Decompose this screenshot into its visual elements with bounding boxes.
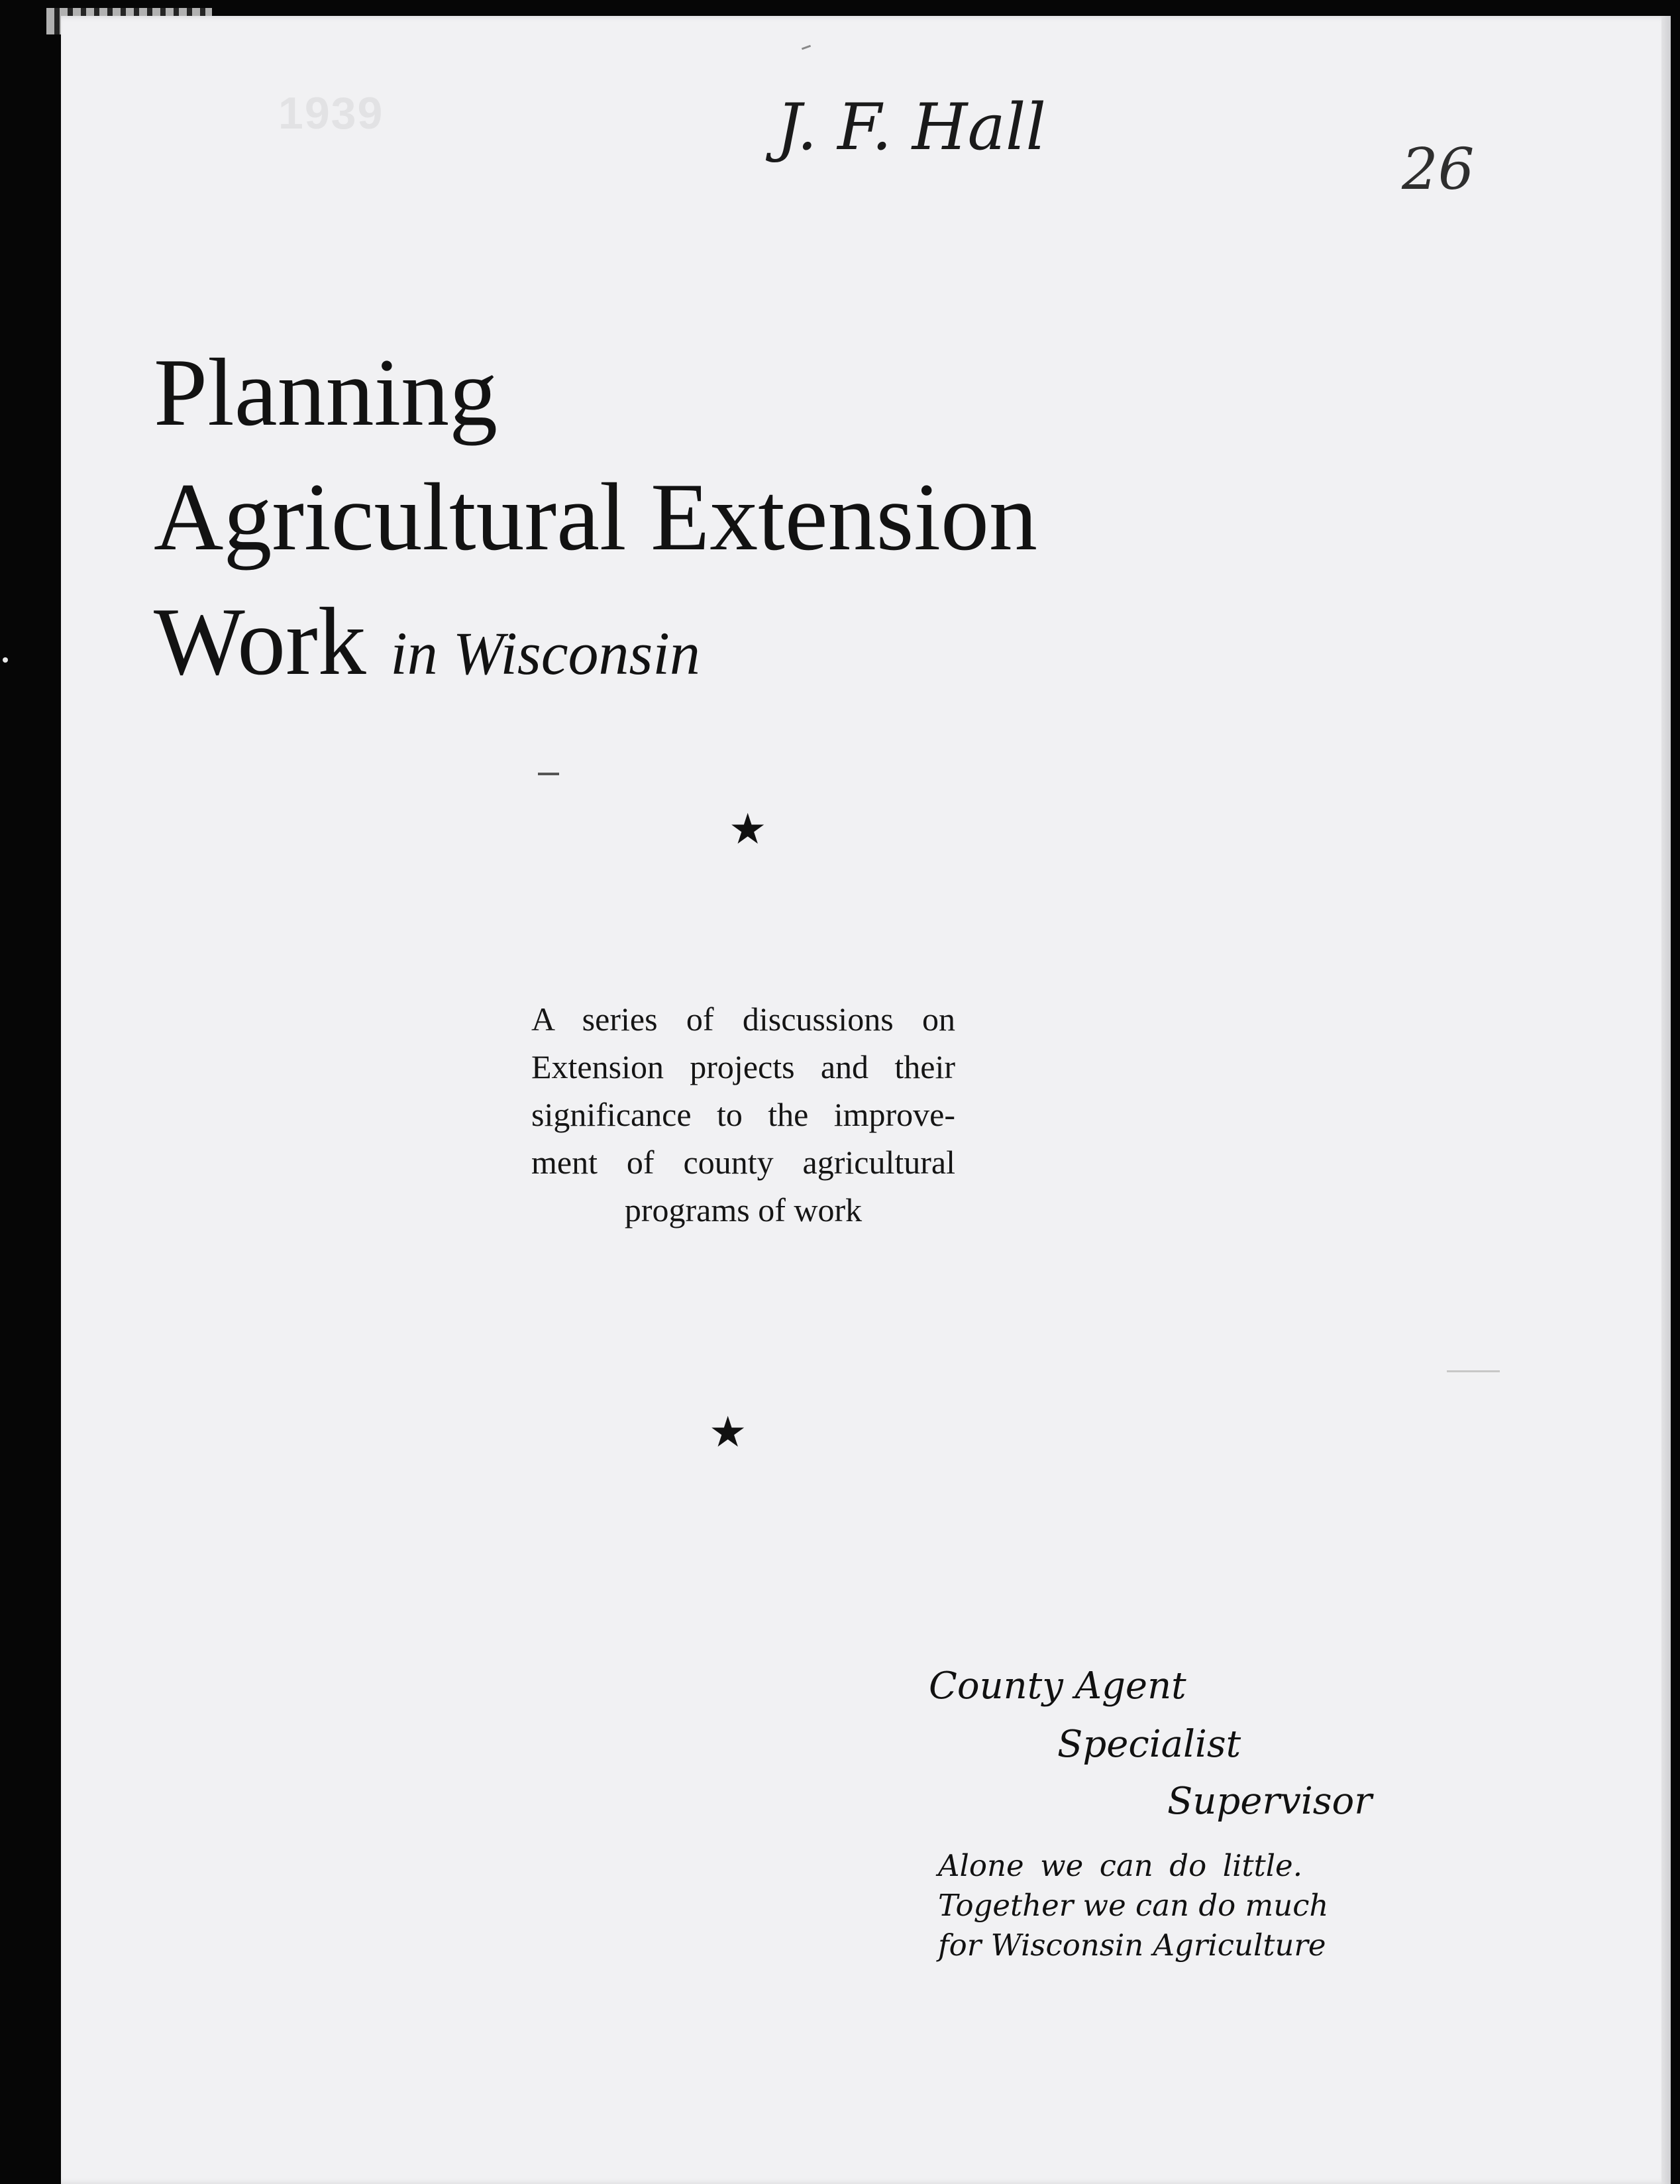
motto-line: for Wisconsin Agriculture — [938, 1928, 1326, 1963]
stray-dash — [538, 773, 559, 775]
title-line-3-small: in Wisconsin — [390, 620, 700, 687]
document-page — [61, 16, 1671, 2184]
role-specialist: Specialist — [1057, 1723, 1241, 1766]
title-line-3-main: Work — [154, 588, 366, 695]
subtitle-line: significance to the improve- — [531, 1096, 955, 1133]
star-icon: ★ — [709, 1408, 747, 1457]
subtitle-paragraph — [531, 995, 955, 1234]
scan-speck — [3, 657, 8, 663]
role-county-agent: County Agent — [929, 1665, 1186, 1708]
subtitle-line: A series of discussions on — [531, 1001, 955, 1038]
page-edge — [1661, 16, 1671, 2184]
motto — [938, 1846, 1329, 1965]
handwritten-page-number: 26 — [1402, 136, 1475, 203]
stray-dash — [1447, 1370, 1500, 1372]
role-supervisor: Supervisor — [1167, 1780, 1372, 1823]
motto-line: Alone we can do little. — [938, 1848, 1302, 1883]
subtitle-line: programs of work — [624, 1191, 863, 1228]
document-title — [154, 330, 1037, 716]
title-line-2: Agricultural Extension — [154, 463, 1037, 571]
faded-stamp-year: 1939 — [278, 88, 384, 138]
title-line-1: Planning — [154, 339, 498, 446]
subtitle-line: Extension projects and their — [531, 1048, 955, 1085]
star-icon: ★ — [729, 805, 767, 854]
ink-mark — [802, 45, 811, 50]
title-line-3 — [154, 579, 1037, 716]
subtitle-line: ment of county agricultural — [531, 1144, 955, 1181]
motto-line: Together we can do much — [938, 1888, 1329, 1923]
handwritten-owner-name: J. F. Hall — [776, 90, 1047, 164]
